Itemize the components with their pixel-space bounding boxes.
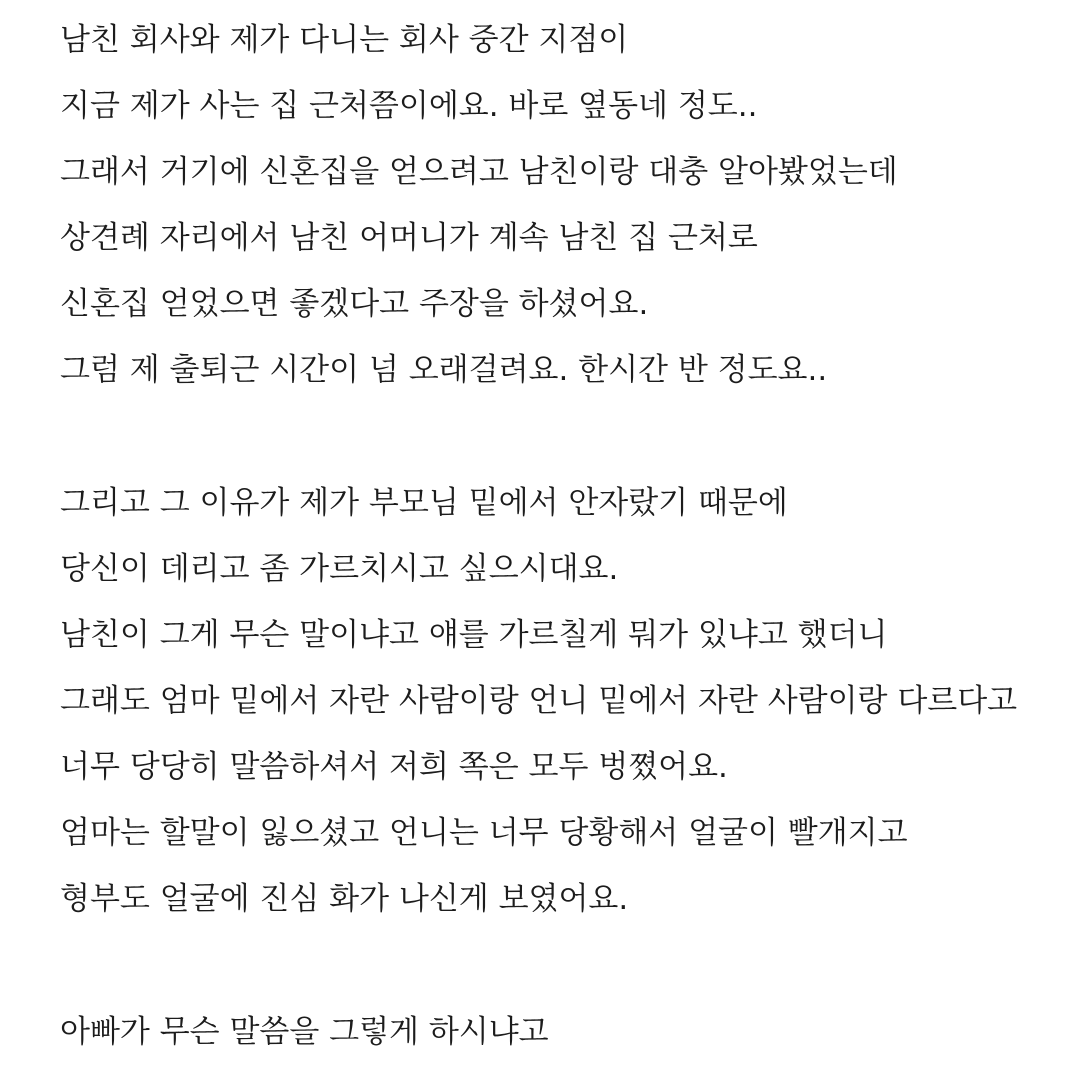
text-line: 그럼 제 출퇴근 시간이 넘 오래걸려요. 한시간 반 정도요.. xyxy=(60,352,828,388)
text-line: 상견례 자리에서 남친 어머니가 계속 남친 집 근처로 xyxy=(60,220,758,256)
text-line: 지금 제가 사는 집 근처쯤이에요. 바로 옆동네 정도.. xyxy=(60,88,758,124)
text-line: 그리고 그 이유가 제가 부모님 밑에서 안자랐기 때문에 xyxy=(60,485,788,521)
text-line: 당신이 데리고 좀 가르치시고 싶으시대요. xyxy=(60,551,619,587)
text-line: 그래서 거기에 신혼집을 얻으려고 남친이랑 대충 알아봤었는데 xyxy=(60,154,898,190)
text-line: 남친 회사와 제가 다니는 회사 중간 지점이 xyxy=(60,22,629,58)
text-line: 형부도 얼굴에 진심 화가 나신게 보였어요. xyxy=(60,881,629,917)
text-line: 엄마는 할말이 잃으셨고 언니는 너무 당황해서 얼굴이 빨개지고 xyxy=(60,815,908,851)
text-line: 그래도 엄마 밑에서 자란 사람이랑 언니 밑에서 자란 사람이랑 다르다고 xyxy=(60,683,1018,719)
text-line: 너무 당당히 말씀하셔서 저희 쪽은 모두 벙쪘어요. xyxy=(60,749,728,785)
text-line: 남친이 그게 무슨 말이냐고 얘를 가르칠게 뭐가 있냐고 했더니 xyxy=(60,617,888,653)
text-line: 아빠가 무슨 말씀을 그렇게 하시냐고 xyxy=(60,1014,549,1050)
text-line: 신혼집 얻었으면 좋겠다고 주장을 하셨어요. xyxy=(60,286,649,322)
